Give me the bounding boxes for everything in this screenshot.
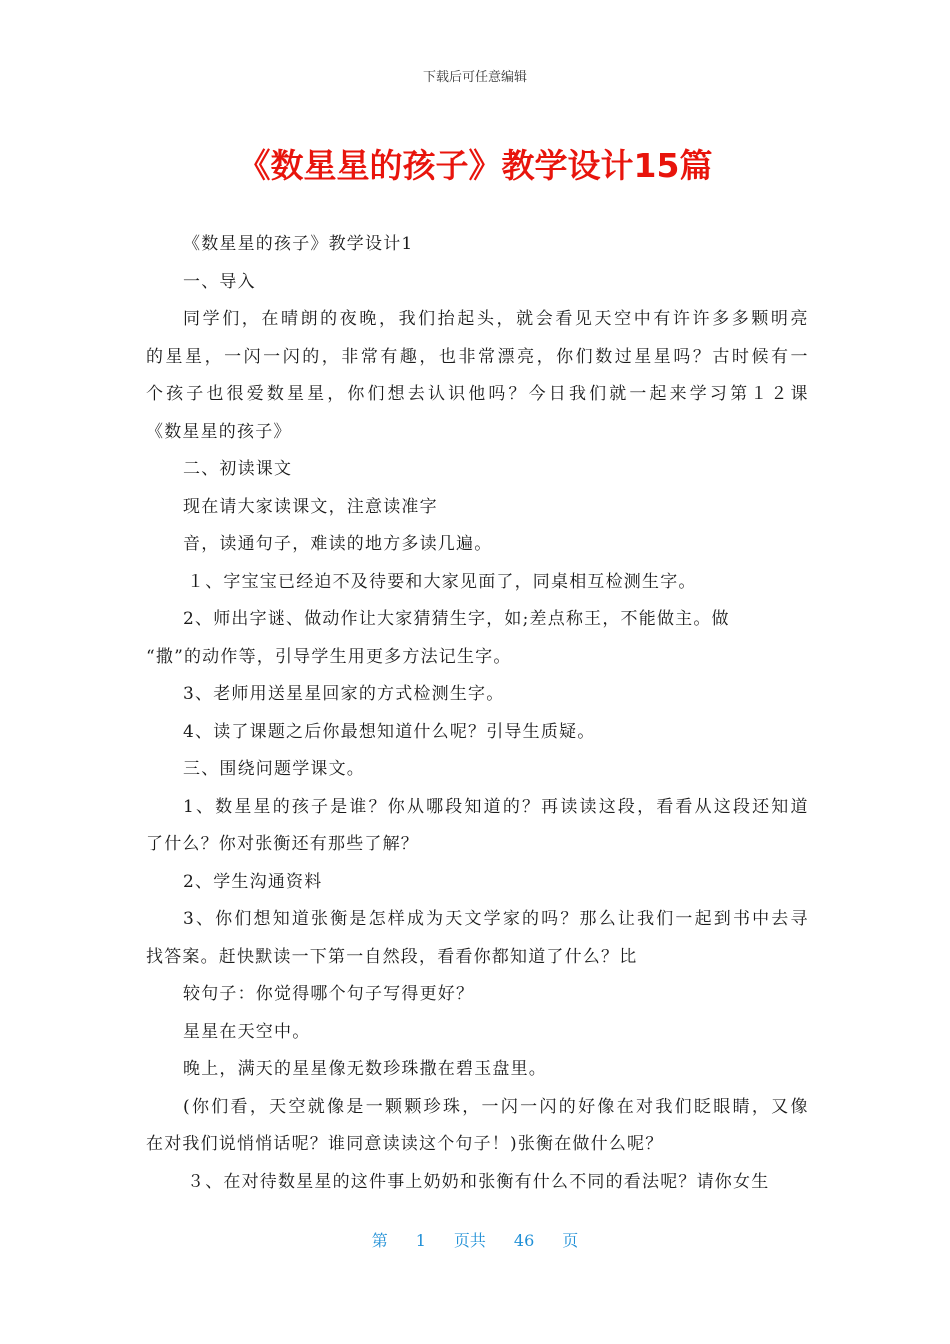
- paragraph-line: 同学们，在晴朗的夜晚，我们抬起头，就会看见天空中有许许多多颗明亮: [183, 309, 808, 329]
- footer-page-label: 第: [371, 1231, 388, 1250]
- paragraph-line: 1、数星星的孩子是谁？你从哪段知道的？再读读这段，看看从这段还知道: [183, 796, 808, 817]
- paragraph-line: 2、学生沟通资料: [183, 871, 323, 892]
- section-heading: 《数星星的孩子》教学设计1: [183, 234, 414, 254]
- paragraph-line: 2、师出字谜、做动作让大家猜猜生字，如;差点称王，不能做主。做: [183, 609, 730, 629]
- paragraph-line: 《数星星的孩子》: [146, 421, 292, 442]
- paragraph-line: 现在请大家读课文，注意读准字: [183, 496, 438, 517]
- paragraph-line: 找答案。赶快默读一下第一自然段，看看你都知道了什么？比: [146, 946, 638, 967]
- paragraph-line: ３、在对待数星星的这件事上奶奶和张衡有什么不同的看法呢？请你女生: [187, 1171, 770, 1192]
- page-footer: [0, 1228, 950, 1251]
- paragraph-line: (你们看，天空就像是一颗颗珍珠，一闪一闪的好像在对我们眨眼睛，又像: [183, 1096, 808, 1117]
- paragraph-line: １、字宝宝已经迫不及待要和大家见面了，同桌相互检测生字。: [187, 571, 697, 592]
- footer-total-label: 页共: [453, 1231, 486, 1250]
- paragraph-line: 个孩子也很爱数星星，你们想去认识他吗？今日我们就一起来学习第１２课: [146, 384, 808, 404]
- paragraph-line: 较句子：你觉得哪个句子写得更好？: [183, 984, 475, 1004]
- paragraph-line: 音，读通句子，难读的地方多读几遍。: [183, 534, 493, 554]
- paragraph-line: 3、老师用送星星回家的方式检测生字。: [183, 684, 505, 704]
- section-heading: 三、围绕问题学课文。: [183, 759, 365, 779]
- document-title: 《数星星的孩子》教学设计15篇: [237, 146, 713, 185]
- section-heading: 二、初读课文: [183, 459, 293, 479]
- paragraph-line: “撒”的动作等，引导学生用更多方法记生字。: [146, 646, 512, 667]
- paragraph-line: 的星星，一闪一闪的，非常有趣，也非常漂亮，你们数过星星吗？古时候有一: [146, 346, 808, 367]
- paragraph-line: 在对我们说悄悄话呢？谁同意读读这个句子！)张衡在做什么呢？: [146, 1134, 664, 1154]
- footer-total-pages: 46: [513, 1231, 535, 1250]
- paragraph-line: 4、读了课题之后你最想知道什么呢？引导生质疑。: [183, 721, 596, 742]
- paragraph-line: 晚上，满天的星星像无数珍珠撒在碧玉盘里。: [183, 1059, 547, 1079]
- page-header: 下载后可任意编辑: [422, 70, 527, 85]
- section-heading: 一、导入: [183, 271, 256, 292]
- footer-page-suffix: 页: [562, 1231, 579, 1250]
- paragraph-line: 3、你们想知道张衡是怎样成为天文学家的吗？那么让我们一起到书中去寻: [183, 909, 808, 929]
- footer-page-number: 1: [415, 1231, 426, 1250]
- paragraph-line: 了什么？你对张衡还有那些了解？: [146, 834, 419, 854]
- document-body: [146, 226, 808, 1201]
- paragraph-line: 星星在天空中。: [183, 1021, 311, 1042]
